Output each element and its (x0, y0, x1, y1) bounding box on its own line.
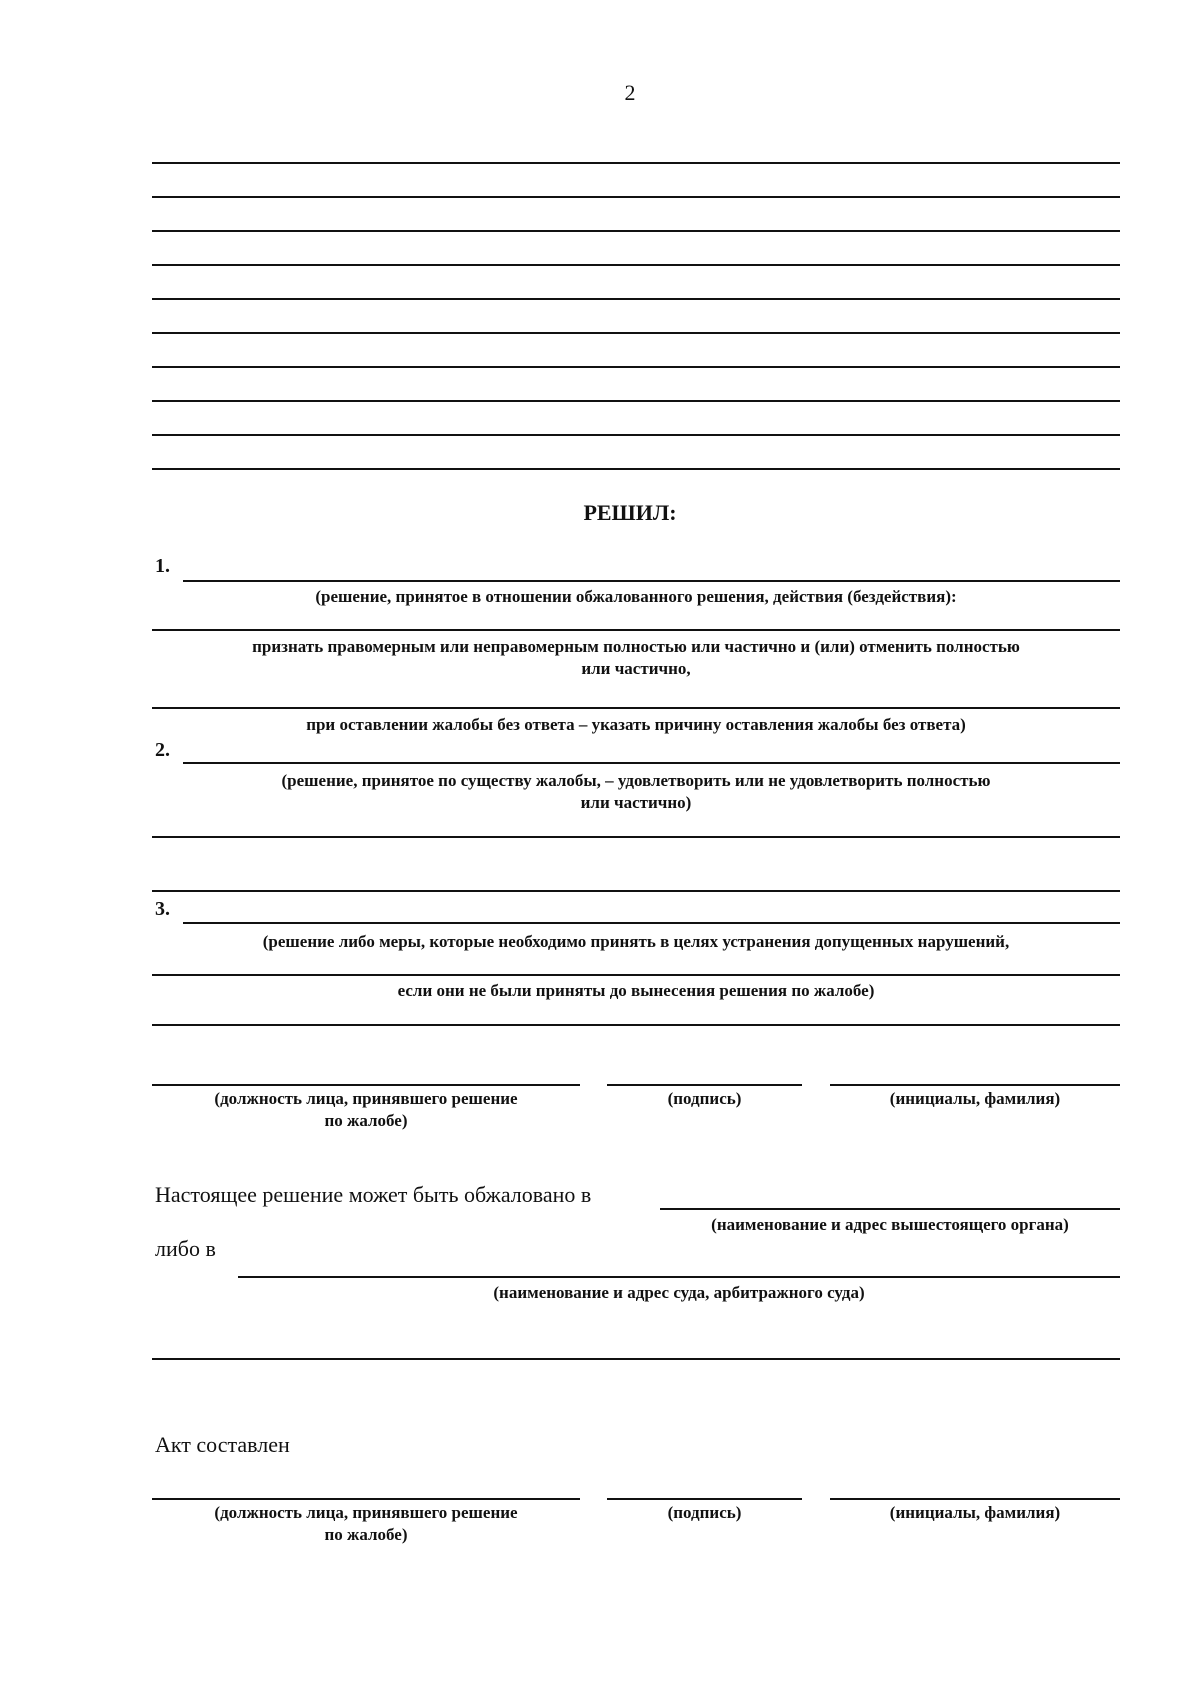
signature-field[interactable] (607, 1498, 802, 1500)
position-caption: по жалобе) (324, 1111, 408, 1130)
blank-line (152, 162, 1120, 164)
item-1-caption: при оставлении жалобы без ответа – указать причину оставления жалобы без ответа) (306, 715, 966, 734)
item-2-field[interactable] (152, 890, 1120, 892)
item-2-caption: или частично) (580, 793, 692, 812)
item-3-caption: (решение либо меры, которые необходимо принять в целях устранения допущенных нарушений, (262, 932, 1010, 951)
item-number: 1. (155, 555, 170, 577)
blank-line (152, 332, 1120, 334)
decision-heading: РЕШИЛ: (583, 500, 677, 525)
name-field[interactable] (830, 1084, 1120, 1086)
appeal-or-text: либо в (155, 1236, 216, 1261)
position-caption: по жалобе) (324, 1525, 408, 1544)
item-1-caption: признать правомерным или неправомерным полностью или частично и (или) отменить полностью (252, 637, 1020, 656)
item-3-caption: если они не были приняты до вынесения решения по жалобе) (397, 981, 875, 1000)
name-caption: (инициалы, фамилия) (889, 1503, 1061, 1522)
position-caption: (должность лица, принявшего решение (214, 1089, 518, 1108)
blank-line (152, 196, 1120, 198)
position-field[interactable] (152, 1498, 580, 1500)
item-2-caption: (решение, принятое по существу жалобы, – удовлетворить или не удовлетворить полностью (281, 771, 991, 790)
position-field[interactable] (152, 1084, 580, 1086)
signature-caption: (подпись) (667, 1089, 742, 1108)
act-label: Акт составлен (155, 1432, 290, 1457)
appeal-text: Настоящее решение может быть обжаловано в (155, 1182, 592, 1207)
position-caption: (должность лица, принявшего решение (214, 1503, 518, 1522)
item-1-caption: (решение, принятое в отношении обжалованного решения, действия (бездействия): (315, 587, 957, 606)
blank-line (152, 366, 1120, 368)
item-1-field[interactable] (152, 629, 1120, 631)
item-2-field[interactable] (152, 836, 1120, 838)
signature-caption: (подпись) (667, 1503, 742, 1522)
blank-line (152, 230, 1120, 232)
item-3-field[interactable] (152, 974, 1120, 976)
item-number: 3. (155, 898, 170, 920)
court-field[interactable] (238, 1276, 1120, 1278)
blank-line (152, 400, 1120, 402)
page-number: 2 (624, 80, 636, 105)
item-number: 2. (155, 739, 170, 761)
court-field[interactable] (152, 1358, 1120, 1360)
name-caption: (инициалы, фамилия) (889, 1089, 1061, 1108)
blank-line (152, 264, 1120, 266)
higher-body-caption: (наименование и адрес вышестоящего органа) (711, 1215, 1069, 1234)
blank-line (152, 298, 1120, 300)
item-3-field[interactable] (152, 1024, 1120, 1026)
court-caption: (наименование и адрес суда, арбитражного суда) (493, 1283, 865, 1302)
item-2-field[interactable] (183, 762, 1120, 764)
higher-body-field[interactable] (660, 1208, 1120, 1210)
signature-field[interactable] (607, 1084, 802, 1086)
item-3-field[interactable] (183, 922, 1120, 924)
item-1-field[interactable] (183, 580, 1120, 582)
name-field[interactable] (830, 1498, 1120, 1500)
blank-line (152, 468, 1120, 470)
item-1-caption: или частично, (581, 659, 691, 678)
item-1-field[interactable] (152, 707, 1120, 709)
blank-line (152, 434, 1120, 436)
